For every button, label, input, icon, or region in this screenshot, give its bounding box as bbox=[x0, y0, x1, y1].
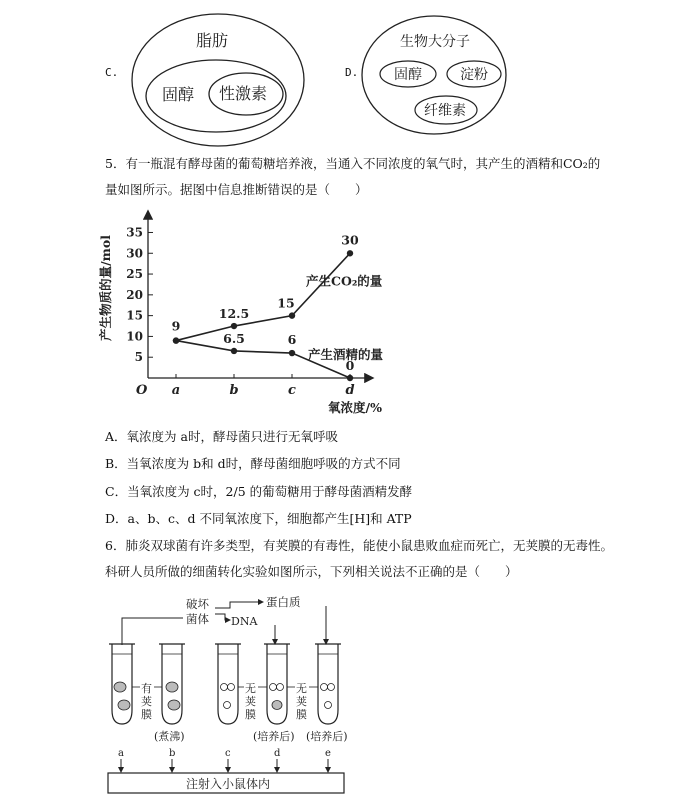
y-tick-label: 35 bbox=[126, 225, 143, 240]
middle-label: 固醇 bbox=[162, 85, 195, 104]
x-tick-label: d bbox=[345, 383, 355, 398]
cultured-label-d: (培养后) bbox=[253, 730, 295, 743]
cultured-label-e: (培养后) bbox=[306, 730, 348, 743]
data-label: 6 bbox=[287, 332, 297, 348]
data-label: 9 bbox=[171, 318, 181, 334]
q5-stem-line1: 5．有一瓶混有酵母菌的葡萄糖培养液，当通入不同浓度的氧气时，其产生的酒精和CO₂的 bbox=[105, 156, 601, 171]
no-capsule-label-1: 无 bbox=[245, 682, 256, 695]
protein-label: 蛋白质 bbox=[266, 595, 301, 609]
option-d-label: D. bbox=[345, 66, 359, 79]
destroy-label-1: 破坏 bbox=[186, 597, 209, 611]
q5-option-d: D．a、b、c、d 不同氧浓度下，细胞都产生[H]和 ATP bbox=[105, 511, 412, 526]
no-capsule-label-3: 膜 bbox=[245, 708, 256, 721]
y-tick-label: 5 bbox=[134, 350, 143, 365]
destroy-label-2: 菌体 bbox=[186, 612, 209, 626]
x-axis-label: 氧浓度/% bbox=[328, 400, 382, 415]
data-point bbox=[347, 375, 353, 381]
capsule-label-3: 膜 bbox=[141, 708, 152, 721]
tube-letter-a: a bbox=[118, 748, 124, 759]
q6-stem-line2: 科研人员所做的细菌转化实验如图所示，下列相关说法不正确的是（ ） bbox=[105, 564, 518, 579]
tube-a bbox=[109, 644, 135, 724]
data-point bbox=[231, 348, 237, 354]
y-tick-label: 20 bbox=[126, 287, 143, 302]
no-capsule-label-d-3: 膜 bbox=[296, 708, 307, 721]
tube-c bbox=[215, 644, 241, 724]
origin-label: O bbox=[136, 383, 148, 398]
x-tick-label: a bbox=[171, 383, 181, 398]
boiled-label: (煮沸) bbox=[154, 730, 185, 743]
data-label: 0 bbox=[345, 358, 355, 373]
no-capsule-label-d-1: 无 bbox=[296, 682, 307, 695]
item-sterol: 固醇 bbox=[394, 67, 422, 83]
y-tick-label: 15 bbox=[126, 308, 143, 323]
data-label: 30 bbox=[341, 232, 359, 248]
data-point bbox=[289, 312, 295, 318]
arrow-to-dna bbox=[215, 614, 230, 620]
item-starch: 淀粉 bbox=[460, 67, 488, 83]
q5-chart bbox=[100, 200, 430, 422]
no-capsule-label-2: 荚 bbox=[245, 695, 256, 708]
tube-letter-b: b bbox=[169, 748, 176, 759]
tube-d bbox=[264, 644, 290, 724]
y-tick-label: 30 bbox=[126, 246, 143, 261]
tube-e bbox=[315, 644, 341, 724]
option-c-label: C. bbox=[105, 66, 119, 79]
data-point bbox=[173, 337, 179, 343]
inner-label: 性激素 bbox=[219, 84, 268, 103]
y-tick-label: 10 bbox=[126, 329, 143, 344]
no-capsule-label-d-2: 荚 bbox=[296, 695, 307, 708]
tube-letter-e: e bbox=[325, 748, 331, 759]
series-name-0: 产生CO₂的量 bbox=[306, 273, 383, 289]
outer-label: 脂肪 bbox=[196, 31, 229, 50]
capsule-label-2: 荚 bbox=[141, 695, 152, 708]
bracket-line bbox=[122, 618, 183, 645]
tube-b bbox=[159, 644, 185, 724]
y-axis-label: 产生物质的量/mol bbox=[98, 235, 113, 341]
q6-experiment-diagram bbox=[100, 592, 360, 797]
data-point bbox=[347, 250, 353, 256]
x-tick-label: b bbox=[229, 383, 239, 398]
y-tick-label: 25 bbox=[126, 267, 143, 282]
data-point bbox=[289, 350, 295, 356]
q6-stem-line1: 6．肺炎双球菌有许多类型，有荚膜的有毒性，能使小鼠患败血症而死亡，无荚膜的无毒性。 bbox=[105, 538, 613, 553]
tube-letter-c: c bbox=[225, 748, 231, 759]
item-cellulose: 纤维素 bbox=[424, 103, 466, 119]
data-label: 15 bbox=[277, 295, 295, 311]
data-label: 12.5 bbox=[218, 306, 250, 322]
option-c-diagram bbox=[128, 10, 308, 150]
q5-option-b: B．当氧浓度为 b和 d时，酵母菌细胞呼吸的方式不同 bbox=[105, 456, 401, 471]
x-tick-label: c bbox=[288, 383, 296, 398]
q5-stem-line2: 量如图所示。据图中信息推断错误的是（ ） bbox=[105, 182, 368, 197]
outer-label: 生物大分子 bbox=[400, 34, 470, 50]
q5-option-c: C．当氧浓度为 c时，2/5 的葡萄糖用于酵母菌酒精发酵 bbox=[105, 484, 413, 499]
tube-letter-d: d bbox=[274, 748, 281, 759]
q5-option-a: A．氧浓度为 a时，酵母菌只进行无氧呼吸 bbox=[105, 429, 338, 444]
inject-label: 注射入小鼠体内 bbox=[186, 777, 271, 791]
series-name-1: 产生酒精的量 bbox=[308, 347, 384, 363]
capsule-label-1: 有 bbox=[141, 682, 152, 695]
option-d-diagram bbox=[360, 14, 510, 136]
arrow-to-protein bbox=[215, 602, 263, 608]
data-label: 6.5 bbox=[223, 330, 245, 346]
data-point bbox=[231, 323, 237, 329]
dna-label: DNA bbox=[231, 615, 258, 628]
series-line-0 bbox=[176, 253, 350, 340]
